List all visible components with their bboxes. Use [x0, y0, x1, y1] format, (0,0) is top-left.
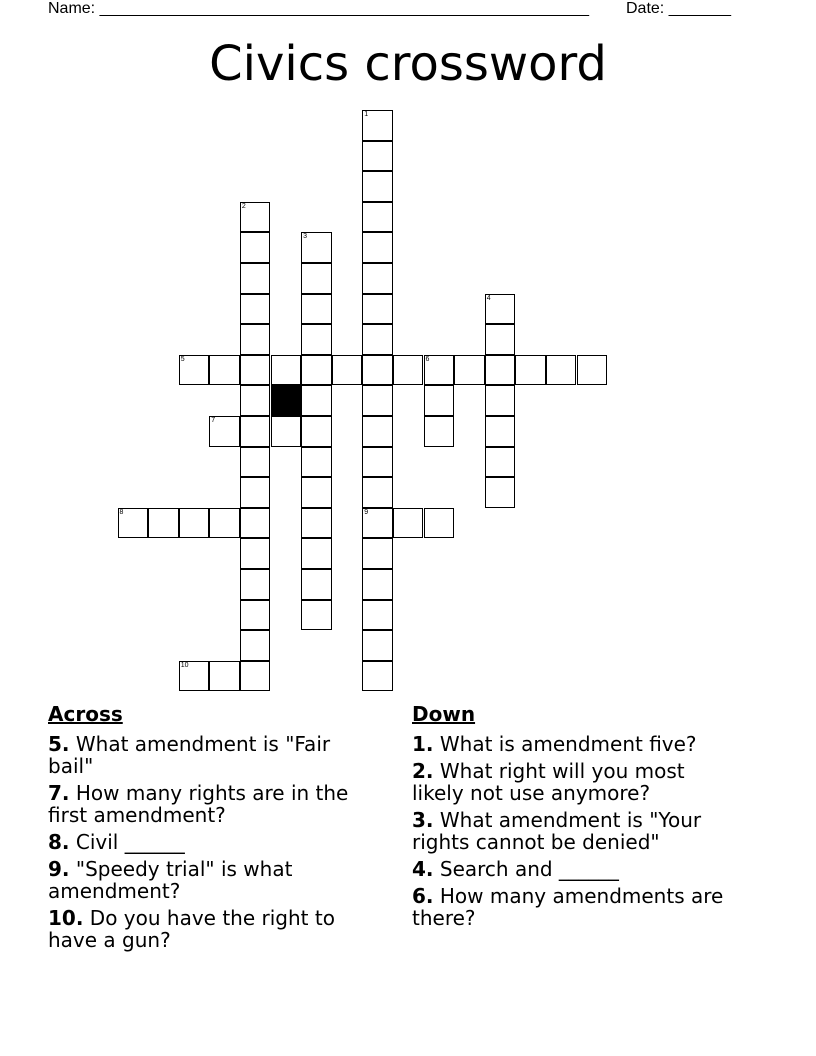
grid-cell[interactable] — [485, 385, 516, 416]
grid-cell[interactable] — [485, 324, 516, 355]
page-title: Civics crossword — [209, 36, 607, 92]
grid-cell[interactable] — [118, 508, 149, 539]
grid-cell[interactable] — [240, 294, 271, 325]
grid-cell[interactable] — [362, 263, 393, 294]
clue-number-label: 2. — [412, 759, 434, 783]
grid-cell[interactable] — [209, 661, 240, 692]
across-clue — [48, 831, 378, 853]
grid-cell[interactable] — [240, 569, 271, 600]
grid-cell[interactable] — [424, 508, 455, 539]
grid-cell[interactable] — [393, 355, 424, 386]
grid-cell[interactable] — [485, 416, 516, 447]
grid-cell[interactable] — [240, 508, 271, 539]
grid-cell[interactable] — [362, 110, 393, 141]
clue-number: 3 — [303, 233, 307, 241]
clue-number: 9 — [364, 508, 369, 516]
grid-cell[interactable] — [362, 630, 393, 661]
date-field-label: Date: _______ — [626, 0, 731, 17]
grid-cell[interactable] — [301, 355, 332, 386]
clue-number-label: 3. — [412, 808, 434, 832]
grid-cell[interactable] — [362, 538, 393, 569]
clue-number-label: 4. — [412, 857, 434, 881]
grid-cell[interactable] — [240, 416, 271, 447]
clue-number-label: 8. — [48, 830, 70, 854]
grid-cell[interactable] — [301, 600, 332, 631]
grid-cell[interactable] — [577, 355, 608, 386]
across-clues — [48, 702, 378, 956]
clue-text: Do you have the right to have a gun? — [48, 906, 335, 952]
grid-cell[interactable] — [301, 294, 332, 325]
clue-text: Search and ______ — [439, 857, 619, 881]
clue-number: 8 — [119, 508, 124, 516]
grid-cell[interactable] — [301, 232, 332, 263]
grid-cell[interactable] — [240, 232, 271, 263]
grid-cell[interactable] — [424, 416, 455, 447]
grid-cell[interactable] — [240, 477, 271, 508]
grid-cell[interactable] — [240, 447, 271, 478]
grid-cell[interactable] — [301, 416, 332, 447]
clue-text: What right will you most likely not use anymore? — [412, 759, 685, 805]
grid-cell[interactable] — [362, 600, 393, 631]
clue-text: How many rights are in the first amendment? — [48, 781, 349, 827]
clue-number-label: 7. — [48, 781, 70, 805]
grid-cell[interactable] — [485, 294, 516, 325]
grid-cell[interactable] — [362, 661, 393, 692]
down-clues — [412, 702, 742, 934]
grid-cell[interactable] — [301, 447, 332, 478]
down-clue-list — [412, 733, 742, 929]
clue-number: 10 — [180, 661, 189, 669]
grid-cell[interactable] — [362, 477, 393, 508]
grid-cell[interactable] — [424, 385, 455, 416]
grid-cell[interactable] — [485, 447, 516, 478]
grid-cell[interactable] — [301, 477, 332, 508]
clue-number-label: 9. — [48, 857, 70, 881]
grid-cell[interactable] — [209, 416, 240, 447]
grid-cell[interactable] — [546, 355, 577, 386]
clue-number-label: 1. — [412, 732, 434, 756]
down-clue — [412, 760, 742, 804]
grid-cell[interactable] — [240, 661, 271, 692]
grid-cell[interactable] — [179, 508, 210, 539]
clue-number-label: 10. — [48, 906, 84, 930]
grid-cell[interactable] — [240, 202, 271, 233]
clue-number-label: 5. — [48, 732, 70, 756]
grid-cell[interactable] — [240, 600, 271, 631]
grid-cell[interactable] — [240, 263, 271, 294]
grid-cell[interactable] — [362, 385, 393, 416]
across-clue — [48, 782, 378, 826]
grid-cell[interactable] — [362, 141, 393, 172]
clue-number: 6 — [425, 355, 430, 363]
grid-cell[interactable] — [301, 324, 332, 355]
grid-cell[interactable] — [362, 171, 393, 202]
grid-cell[interactable] — [424, 355, 455, 386]
down-clue — [412, 809, 742, 853]
grid-cell[interactable] — [362, 294, 393, 325]
down-clue — [412, 858, 742, 880]
grid-cell[interactable] — [332, 355, 363, 386]
grid-cell[interactable] — [240, 630, 271, 661]
grid-cell[interactable] — [301, 508, 332, 539]
grid-cell[interactable] — [393, 508, 424, 539]
grid-cell[interactable] — [301, 538, 332, 569]
grid-cell[interactable] — [362, 202, 393, 233]
clue-number: 1 — [364, 111, 369, 118]
grid-cell[interactable] — [240, 385, 271, 416]
grid-cell[interactable] — [240, 538, 271, 569]
clue-text: What is amendment five? — [439, 732, 697, 756]
grid-cell[interactable] — [362, 508, 393, 539]
name-field-label: Name: _______________________________________________________ — [48, 0, 589, 17]
clue-text: "Speedy trial" is what amendment? — [48, 857, 293, 903]
down-clue — [412, 885, 742, 929]
down-heading: Down — [412, 702, 476, 726]
across-clue — [48, 858, 378, 902]
down-clue — [412, 733, 742, 755]
grid-cell[interactable] — [362, 416, 393, 447]
grid-cell[interactable] — [179, 355, 210, 386]
grid-cell[interactable] — [454, 355, 485, 386]
clue-number: 4 — [486, 294, 491, 302]
clue-text: Civil ______ — [75, 830, 185, 854]
grid-cell[interactable] — [362, 569, 393, 600]
grid-cell[interactable] — [485, 355, 516, 386]
clue-number-label: 6. — [412, 884, 434, 908]
grid-cell[interactable] — [179, 661, 210, 692]
grid-cell[interactable] — [362, 232, 393, 263]
grid-cell[interactable] — [209, 355, 240, 386]
grid-cell[interactable] — [271, 416, 302, 447]
grid-cell[interactable] — [240, 355, 271, 386]
grid-cell[interactable] — [362, 447, 393, 478]
grid-cell[interactable] — [515, 355, 546, 386]
black-cell — [271, 385, 302, 416]
grid-cell[interactable] — [362, 355, 393, 386]
clue-text: How many amendments are there? — [412, 884, 724, 930]
clue-number: 2 — [241, 202, 246, 210]
grid-cell[interactable] — [301, 569, 332, 600]
grid-cell[interactable] — [362, 324, 393, 355]
grid-cell[interactable] — [240, 324, 271, 355]
grid-cell[interactable] — [301, 263, 332, 294]
grid-cell[interactable] — [485, 477, 516, 508]
across-clue-list — [48, 733, 378, 951]
clue-number: 5 — [180, 355, 185, 363]
clue-text: What amendment is "Your rights cannot be denied" — [412, 808, 702, 854]
grid-cell[interactable] — [209, 508, 240, 539]
grid-cell[interactable] — [301, 385, 332, 416]
across-heading: Across — [48, 702, 123, 726]
across-clue — [48, 733, 378, 777]
across-clue — [48, 907, 378, 951]
grid-cell[interactable] — [148, 508, 179, 539]
clue-text: What amendment is "Fair bail" — [48, 732, 331, 778]
grid-cell[interactable] — [271, 355, 302, 386]
clue-number: 7 — [211, 417, 216, 424]
